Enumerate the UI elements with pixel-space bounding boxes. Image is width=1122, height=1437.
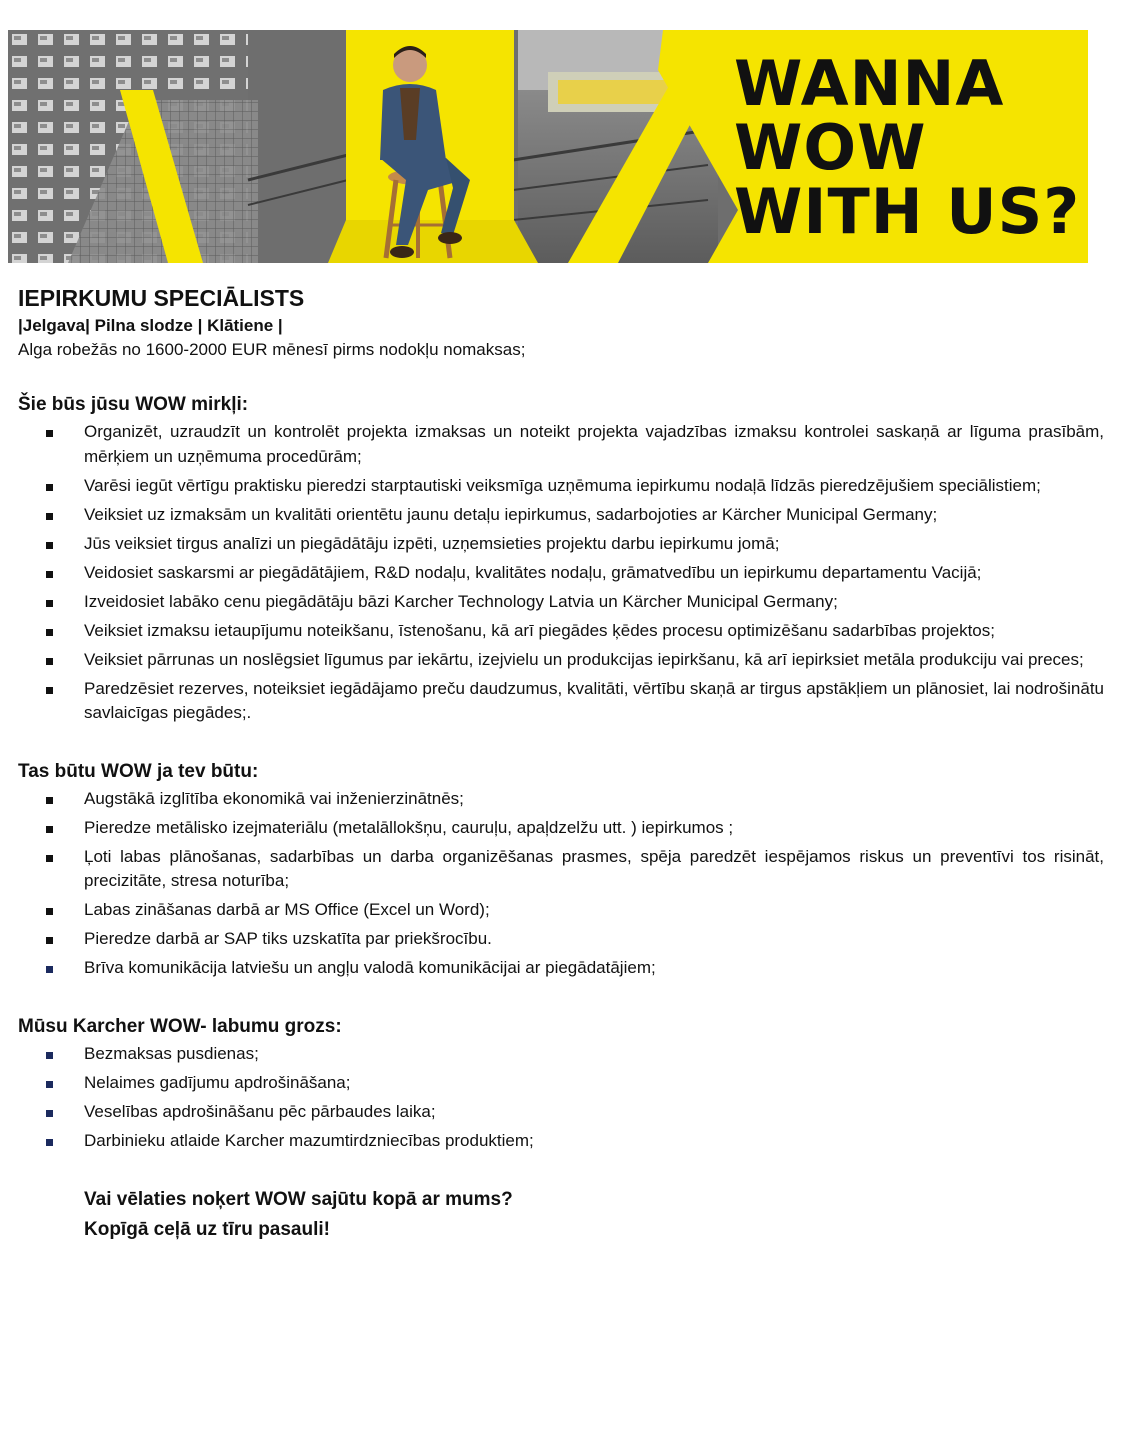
list-item: Veiksiet pārrunas un noslēgsiet līgumus par iekārtu, izejvielu un produkcijas iepirkšanu, kā arī iepirksiet metāla produkciju vai preces; bbox=[18, 648, 1104, 673]
closing-line: Vai vēlaties noķert WOW sajūtu kopā ar mums? bbox=[84, 1189, 513, 1210]
list-item: Nelaimes gadījumu apdrošināšana; bbox=[18, 1071, 1104, 1096]
list-item: Augstākā izglītība ekonomikā vai inženierzinātnēs; bbox=[18, 787, 1104, 812]
job-posting bbox=[18, 282, 1104, 1245]
hero-banner bbox=[8, 30, 1088, 263]
closing-line: Kopīgā ceļā uz tīru pasauli! bbox=[84, 1219, 330, 1240]
section-heading-requirements: Tas būtu WOW ja tev būtu: bbox=[18, 760, 259, 782]
job-title: IEPIRKUMU SPECIĀLISTS bbox=[18, 285, 305, 311]
list-item: Darbinieku atlaide Karcher mazumtirdzniecības produktiem; bbox=[18, 1129, 1104, 1154]
slogan-line: WANNA bbox=[734, 47, 1005, 120]
list-item: Brīva komunikācija latviešu un angļu valodā komunikācijai ar piegādatājiem; bbox=[18, 956, 1104, 981]
list-item: Bezmaksas pusdienas; bbox=[18, 1042, 1104, 1067]
slogan-line: WITH US? bbox=[734, 175, 1081, 248]
list-item: Veiksiet uz izmaksām un kvalitāti orientētu jaunu detaļu iepirkumus, sadarbojoties ar Kärcher Municipal Germany; bbox=[18, 503, 1104, 528]
list-item: Pieredze darbā ar SAP tiks uzskatīta par priekšrocību. bbox=[18, 927, 1104, 952]
banner-slogan bbox=[734, 47, 1081, 248]
list-item: Pieredze metālisko izejmateriālu (metalāllokšņu, cauruļu, apaļdzelžu utt. ) iepirkumos ; bbox=[18, 816, 1104, 841]
moments-list bbox=[18, 420, 1104, 726]
section-heading-benefits: Mūsu Karcher WOW- labumu grozs: bbox=[18, 1015, 342, 1037]
closing-message bbox=[18, 1185, 1104, 1245]
benefits-list bbox=[18, 1042, 1104, 1154]
list-item: Labas zināšanas darbā ar MS Office (Excel un Word); bbox=[18, 898, 1104, 923]
list-item: Izveidosiet labāko cenu piegādātāju bāzi Karcher Technology Latvia un Kärcher Municipal Germany; bbox=[18, 590, 1104, 615]
job-meta: |Jelgava| Pilna slodze | Klātiene | bbox=[18, 316, 283, 335]
salary-info: Alga robežās no 1600-2000 EUR mēnesī pirms nodokļu nomaksas; bbox=[18, 340, 526, 359]
list-item: Veiksiet izmaksu ietaupījumu noteikšanu, īstenošanu, kā arī piegādes ķēdes procesu optimizēšanu sadarbības projektos; bbox=[18, 619, 1104, 644]
list-item: Jūs veiksiet tirgus analīzi un piegādātāju izpēti, uzņemsieties projektu darbu iepirkumu jomā; bbox=[18, 532, 1104, 557]
list-item: Varēsi iegūt vērtīgu praktisku pieredzi starptautiski veiksmīga uzņēmuma iepirkumu nodaļā līdzās pieredzējušiem speciālistiem; bbox=[18, 474, 1104, 499]
slogan-line: WOW bbox=[734, 111, 927, 184]
section-heading-moments: Šie būs jūsu WOW mirkļi: bbox=[18, 394, 249, 415]
list-item: Paredzēsiet rezerves, noteiksiet iegādājamo preču daudzumus, kvalitāti, vērtību skaņā ar tirgus apstākļiem un plānosiet, lai nodrošinātu savlaicīgas piegādes;. bbox=[18, 677, 1104, 726]
list-item: Organizēt, uzraudzīt un kontrolēt projekta izmaksas un noteikt projekta vajadzības izmaksu kontrolei saskaņā ar līguma prasībām, mērķiem un uzņēmuma procedūrām; bbox=[18, 420, 1104, 469]
list-item: Veselības apdrošināšanu pēc pārbaudes laika; bbox=[18, 1100, 1104, 1125]
list-item: Veidosiet saskarsmi ar piegādātājiem, R&D nodaļu, kvalitātes nodaļu, grāmatvedību un iepirkumu departamentu Vacijā; bbox=[18, 561, 1104, 586]
requirements-list bbox=[18, 787, 1104, 981]
list-item: Ļoti labas plānošanas, sadarbības un darba organizēšanas prasmes, spēja paredzēt iespējamos riskus un preventīvi tos risināt, precizitāte, stresa noturība; bbox=[18, 845, 1104, 894]
